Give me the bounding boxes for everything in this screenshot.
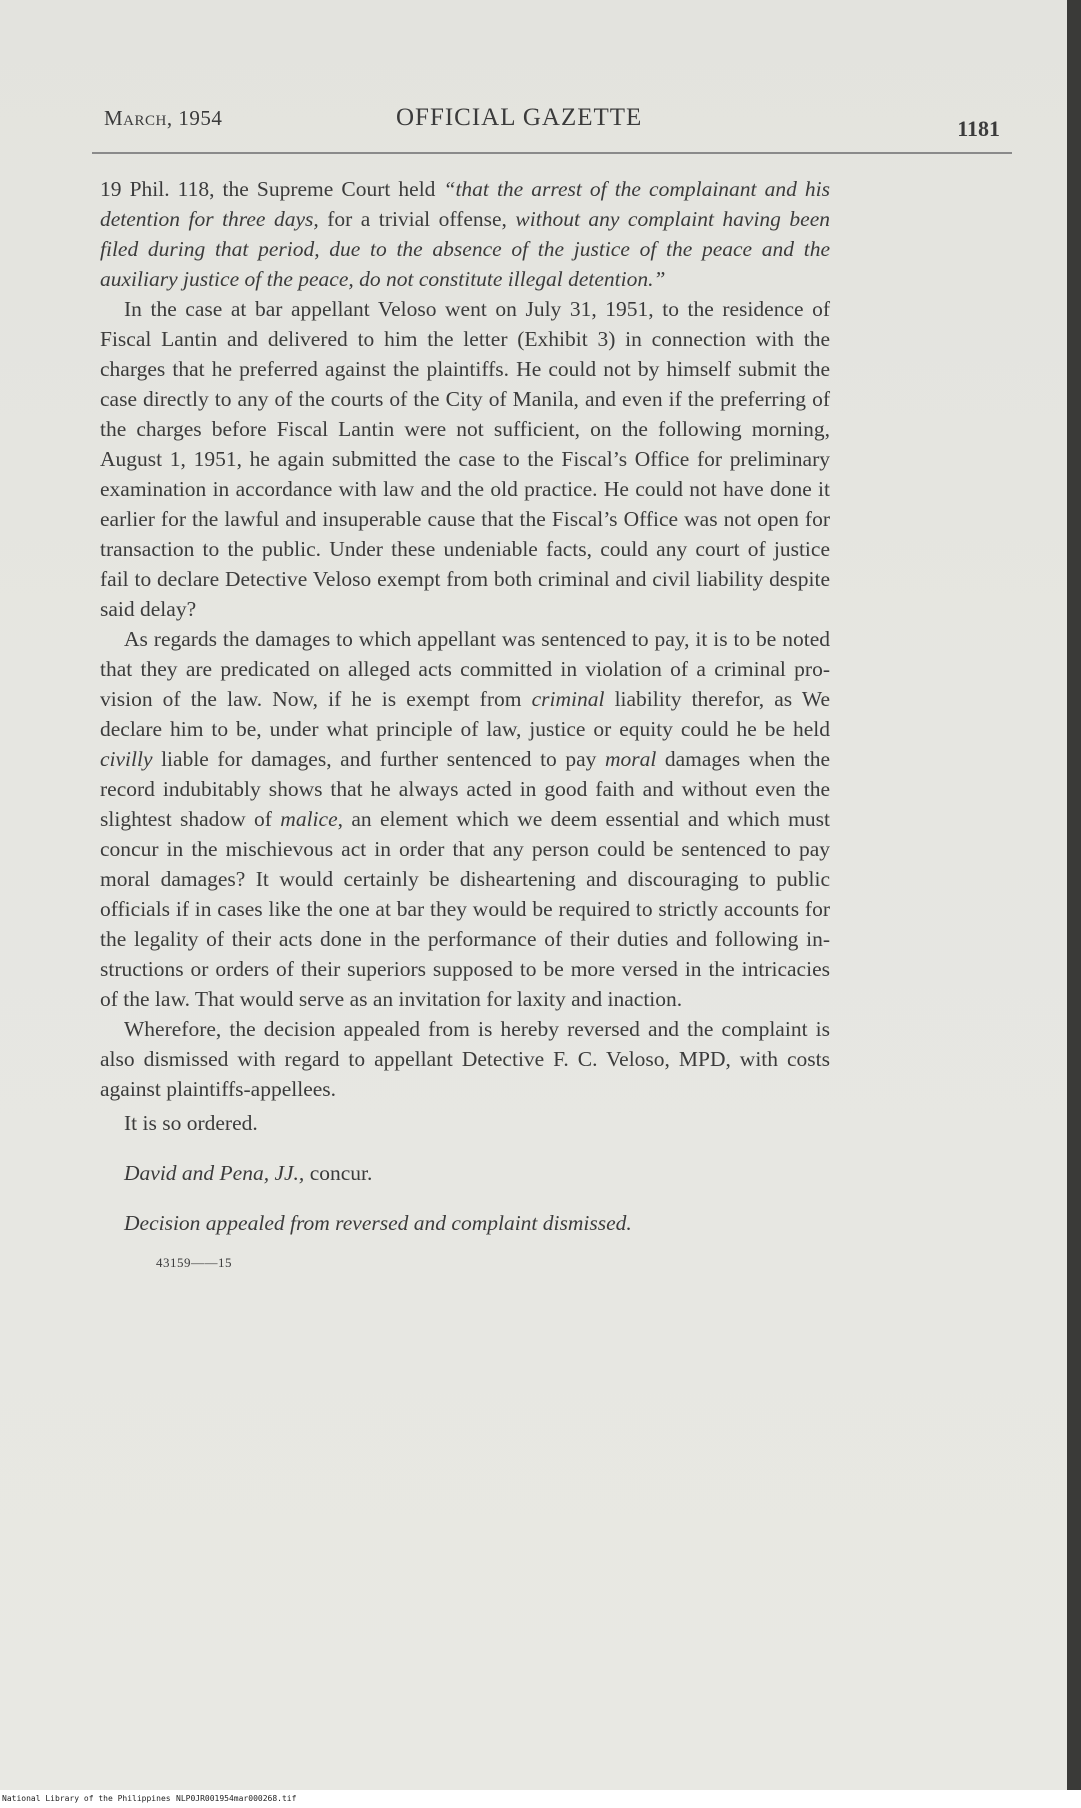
paragraph-citation	[100, 174, 830, 294]
emphasis-malice: malice	[280, 807, 338, 831]
concurring-justices: David and Pena, JJ.,	[124, 1161, 305, 1185]
paragraph-case-at-bar: In the case at bar appellant Veloso went on July 31, 1951, to the residence of Fiscal Lantin and delivered to him the letter (Exhibit 3) in connection with the charges that he preferred against the plaintiffs. He could not by himself submit the case directly to any of the courts of the City of Manila, and even if the preferring of the charges before Fiscal Lantin were not sufficient, on the following morning, August 1, 1951, he again submitted the case to the Fiscal’s Office for preliminary examination in accordance with law and the old practice. He could not have done it earlier for the lawful and insuperable cause that the Fiscal’s Office was not open for transaction to the public. Under these undeniable facts, could any court of justice fail to declare Detective Veloso exempt from both criminal and civil liability despite said delay?	[100, 297, 830, 621]
emphasis-civilly: civilly	[100, 747, 153, 771]
emphasis-moral: moral	[604, 747, 657, 771]
paragraph-damages	[100, 624, 830, 1014]
so-ordered: It is so ordered.	[124, 1111, 258, 1135]
print-code: 43159——15	[156, 1255, 232, 1270]
scan-footer	[0, 1790, 1081, 1808]
decision-text	[100, 174, 830, 1278]
quoted-holding-part-b: without any complaint having been filed during that period, due to the absence of the justice of the peace and the auxiliary justice of the peace, do not constitute illegal detention.”	[100, 207, 831, 291]
footer-filename: NLP0JR001954mar000268.tif	[176, 1794, 297, 1803]
emphasis-criminal: criminal	[531, 687, 605, 711]
damages-text-3: liable for damages, and further sentenced to pay	[152, 747, 605, 771]
disposition-summary: Decision appealed from reversed and complaint dismissed.	[124, 1211, 632, 1235]
concur-text: concur.	[304, 1161, 373, 1185]
page-number: 1181	[957, 116, 1000, 141]
citation-middle: for a trivial offense,	[318, 207, 516, 231]
damages-text-5: , an element which we deem essential and which must concur in the mischievous act in order that any person could be sentenced to pay moral damages? It would certainly be disheartening and discouraging to public officials if in cases like the one at bar they would be required to strictly accounts for the legality of their acts done in the performance of their duties and following instructions or orders of their superiors supposed to be more versed in the intricacies of the law. That would serve as an invitation for laxity and inaction.	[100, 807, 830, 1011]
scan-edge	[1067, 0, 1081, 1790]
damages-text-2: liability therefor, as We declare him to be, under what principle of law, justice or equity could he be held	[100, 687, 831, 741]
damages-text-4: damages when the record indubitably shows that he always acted in good faith and without even the slightest shadow of	[100, 747, 831, 831]
footer-library: National Library of the Philippines	[2, 1794, 171, 1803]
damages-text-1: As regards the damages to which appellant was sentenced to pay, it is to be noted that they are predicated on alleged acts committed in violation of a criminal provision of the law. Now, if he is exempt from	[100, 627, 830, 711]
concurrence	[100, 1158, 830, 1188]
running-header	[92, 96, 1012, 154]
gazette-page	[92, 96, 1012, 1278]
quoted-holding-part-a: “that the arrest of the complainant and his detention for three days,	[100, 177, 830, 231]
header-date: March, 1954	[104, 106, 223, 130]
citation-lead: 19 Phil. 118, the Supreme Court held	[100, 177, 444, 201]
paragraph-wherefore: Wherefore, the decision appealed from is hereby reversed and the complaint is also dismissed with regard to appellant Detective F. C. Veloso, MPD, with costs against plaintiffs-appellees.	[100, 1017, 830, 1101]
header-title: OFFICIAL GAZETTE	[396, 104, 643, 131]
